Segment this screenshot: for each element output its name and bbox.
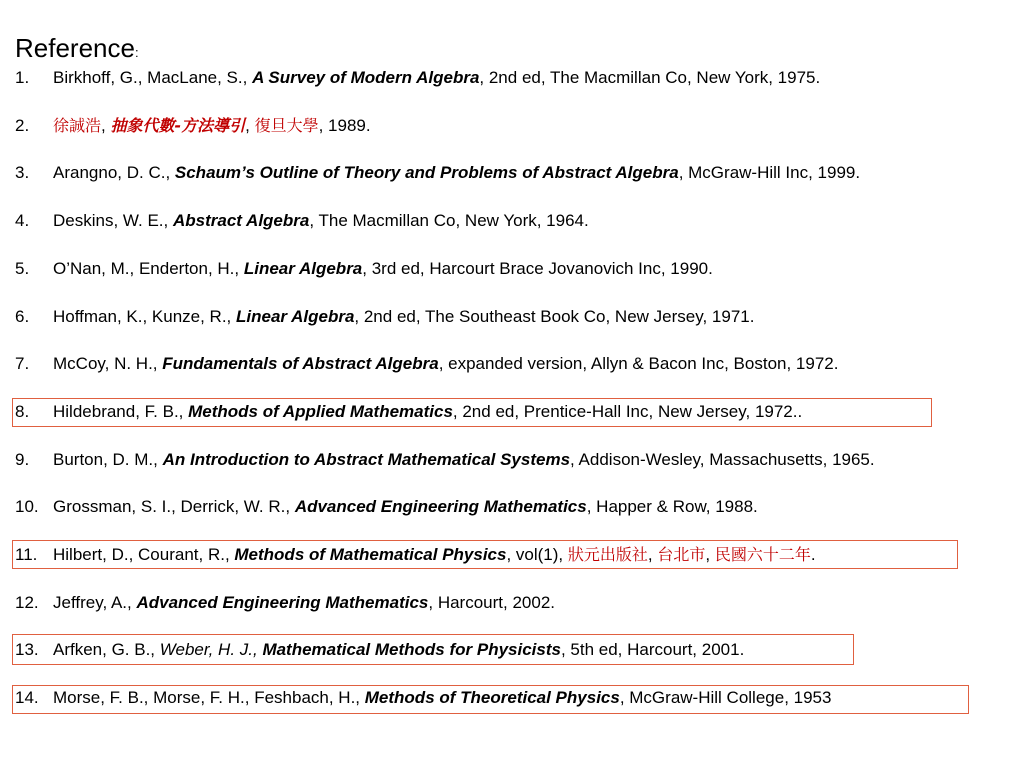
reference-title: Mathematical Methods for Physicists [262,640,561,659]
reference-item-8 [15,400,802,424]
reference-number: 2. [15,116,30,135]
reference-coauthor: Weber, H. J., [159,640,263,659]
reference-number: 10. [15,497,39,516]
reference-authors: Grossman, S. I., Derrick, W. R., [53,497,295,516]
reference-item-5 [15,257,713,281]
reference-item-2 [15,114,371,138]
reference-title: Abstract Algebra [172,211,310,230]
reference-authors: Birkhoff, G., MacLane, S., [53,68,253,87]
reference-title: 抽象代數-方法導引 [110,116,246,135]
reference-number: 1. [15,68,30,87]
reference-details: , 1989. [318,116,371,135]
reference-details: , expanded version, Allyn & Bacon Inc, Boston, 1972. [438,354,839,373]
reference-title: Linear Algebra [236,307,355,326]
reference-authors: McCoy, N. H., [53,354,163,373]
reference-number: 9. [15,450,30,469]
reference-details: , 2nd ed, Prentice-Hall Inc, New Jersey, 1972.. [452,402,803,421]
title-colon: : [134,45,139,60]
title-text: Reference [15,33,135,63]
reference-number: 5. [15,259,30,278]
reference-year: 民國六十二年 [714,545,811,564]
reference-item-3 [15,161,860,185]
reference-details: , Happer & Row, 1988. [586,497,758,516]
reference-separator: , [647,545,658,564]
reference-item-4 [15,209,589,233]
reference-title: Schaum’s Outline of Theory and Problems of Abstract Algebra [174,163,679,182]
reference-item-1 [15,66,820,90]
reference-details: , 2nd ed, The Macmillan Co, New York, 1975. [479,68,821,87]
reference-number: 3. [15,163,30,182]
reference-title: Fundamentals of Abstract Algebra [162,354,439,373]
reference-item-7 [15,352,838,376]
reference-number: 8. [15,402,30,421]
reference-number: 6. [15,307,30,326]
reference-details: , McGraw-Hill College, 1953 [619,688,832,707]
reference-publisher: 狀元出版社 [567,545,648,564]
reference-item-13 [15,638,744,662]
reference-authors: Burton, D. M., [53,450,163,469]
reference-authors: Jeffrey, A., [53,593,137,612]
reference-item-9 [15,448,875,472]
reference-title: Methods of Applied Mathematics [188,402,453,421]
reference-authors: O’Nan, M., Enderton, H., [53,259,244,278]
page-title [15,33,139,68]
reference-item-12 [15,591,555,615]
reference-details: , McGraw-Hill Inc, 1999. [678,163,861,182]
reference-authors: Hoffman, K., Kunze, R., [53,307,236,326]
reference-separator: , [705,545,715,564]
reference-details: , vol(1), [506,545,568,564]
reference-number: 4. [15,211,30,230]
reference-city: 台北市 [657,545,706,564]
reference-number: 11. [15,545,38,564]
reference-title: Advanced Engineering Mathematics [294,497,587,516]
reference-title: Advanced Engineering Mathematics [136,593,429,612]
reference-number: 13. [15,640,39,659]
reference-details: , 5th ed, Harcourt, 2001. [560,640,745,659]
reference-item-6 [15,305,754,329]
reference-number: 12. [15,593,39,612]
reference-publisher: 復旦大學 [254,116,319,135]
reference-separator: , [101,116,111,135]
reference-end: . [810,545,816,564]
reference-number: 7. [15,354,30,373]
reference-details: , 2nd ed, The Southeast Book Co, New Jersey, 1971. [354,307,755,326]
reference-authors: Deskins, W. E., [53,211,173,230]
reference-authors: 徐誠浩 [53,116,102,135]
reference-title: A Survey of Modern Algebra [252,68,480,87]
reference-title: An Introduction to Abstract Mathematical Systems [162,450,571,469]
reference-item-10 [15,495,758,519]
reference-details: , 3rd ed, Harcourt Brace Jovanovich Inc, 1990. [362,259,713,278]
reference-title: Methods of Theoretical Physics [364,688,620,707]
reference-item-11 [15,543,816,567]
reference-authors: Arangno, D. C., [53,163,175,182]
reference-details: , Harcourt, 2002. [428,593,555,612]
reference-title: Linear Algebra [243,259,363,278]
reference-authors: Arfken, G. B., [53,640,160,659]
reference-authors: Hildebrand, F. B., [53,402,189,421]
reference-title: Methods of Mathematical Physics [234,545,507,564]
reference-separator: , [245,116,255,135]
reference-details: , The Macmillan Co, New York, 1964. [309,211,589,230]
reference-details: , Addison-Wesley, Massachusetts, 1965. [570,450,875,469]
reference-item-14 [15,686,831,710]
reference-authors: Hilbert, D., Courant, R., [53,545,235,564]
reference-number: 14. [15,688,39,707]
reference-authors: Morse, F. B., Morse, F. H., Feshbach, H., [53,688,365,707]
